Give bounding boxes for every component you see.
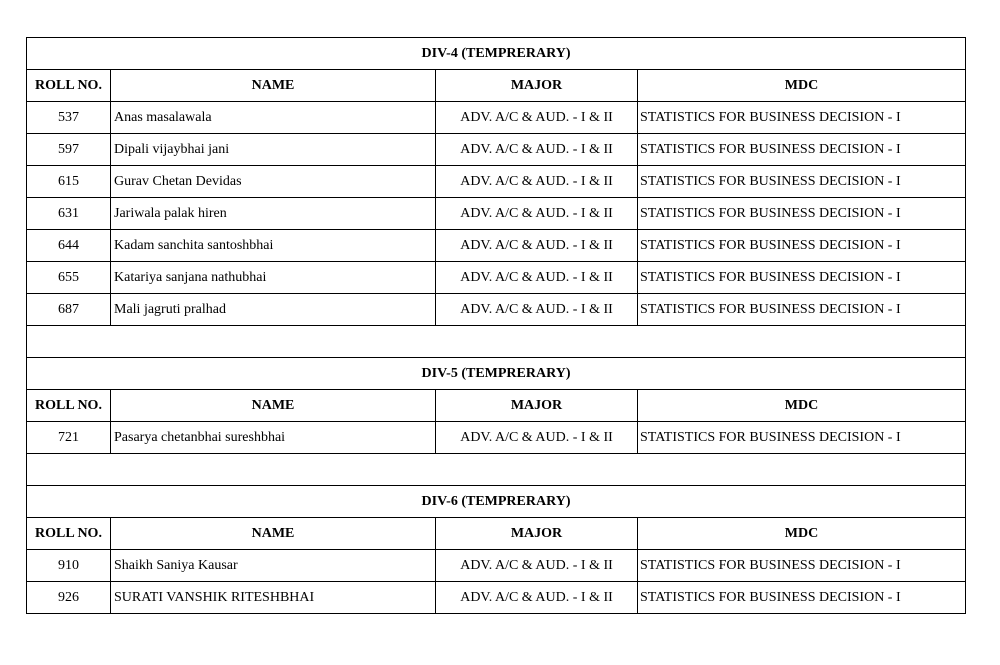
name-cell: Anas masalawala bbox=[111, 102, 436, 134]
major-cell: ADV. A/C & AUD. - I & II bbox=[436, 230, 638, 262]
column-header-mdc: MDC bbox=[638, 390, 966, 422]
mdc-cell: STATISTICS FOR BUSINESS DECISION - I bbox=[638, 550, 966, 582]
column-header-roll: ROLL NO. bbox=[27, 518, 111, 550]
column-header-name: NAME bbox=[111, 70, 436, 102]
division-table bbox=[26, 37, 966, 614]
spacer-cell bbox=[27, 454, 966, 486]
section-title-row bbox=[27, 358, 966, 390]
header-row bbox=[27, 518, 966, 550]
roll-cell: 910 bbox=[27, 550, 111, 582]
roll-cell: 926 bbox=[27, 582, 111, 614]
major-cell: ADV. A/C & AUD. - I & II bbox=[436, 294, 638, 326]
mdc-cell: STATISTICS FOR BUSINESS DECISION - I bbox=[638, 294, 966, 326]
name-cell: SURATI VANSHIK RITESHBHAI bbox=[111, 582, 436, 614]
name-cell: Kadam sanchita santoshbhai bbox=[111, 230, 436, 262]
table-row bbox=[27, 262, 966, 294]
spacer-row bbox=[27, 326, 966, 358]
spacer-row bbox=[27, 454, 966, 486]
mdc-cell: STATISTICS FOR BUSINESS DECISION - I bbox=[638, 198, 966, 230]
name-cell: Jariwala palak hiren bbox=[111, 198, 436, 230]
major-cell: ADV. A/C & AUD. - I & II bbox=[436, 262, 638, 294]
mdc-cell: STATISTICS FOR BUSINESS DECISION - I bbox=[638, 582, 966, 614]
mdc-cell: STATISTICS FOR BUSINESS DECISION - I bbox=[638, 134, 966, 166]
column-header-major: MAJOR bbox=[436, 390, 638, 422]
table-row bbox=[27, 582, 966, 614]
name-cell: Dipali vijaybhai jani bbox=[111, 134, 436, 166]
table-row bbox=[27, 230, 966, 262]
major-cell: ADV. A/C & AUD. - I & II bbox=[436, 582, 638, 614]
mdc-cell: STATISTICS FOR BUSINESS DECISION - I bbox=[638, 102, 966, 134]
table-row bbox=[27, 422, 966, 454]
spacer-cell bbox=[27, 326, 966, 358]
column-header-name: NAME bbox=[111, 390, 436, 422]
roll-cell: 721 bbox=[27, 422, 111, 454]
column-header-mdc: MDC bbox=[638, 70, 966, 102]
column-header-major: MAJOR bbox=[436, 70, 638, 102]
section-title-row bbox=[27, 38, 966, 70]
column-header-mdc: MDC bbox=[638, 518, 966, 550]
name-cell: Pasarya chetanbhai sureshbhai bbox=[111, 422, 436, 454]
column-header-roll: ROLL NO. bbox=[27, 390, 111, 422]
roll-cell: 631 bbox=[27, 198, 111, 230]
roll-cell: 615 bbox=[27, 166, 111, 198]
header-row bbox=[27, 70, 966, 102]
major-cell: ADV. A/C & AUD. - I & II bbox=[436, 550, 638, 582]
mdc-cell: STATISTICS FOR BUSINESS DECISION - I bbox=[638, 166, 966, 198]
roll-cell: 537 bbox=[27, 102, 111, 134]
section-title: DIV-4 (TEMPRERARY) bbox=[27, 38, 966, 70]
column-header-name: NAME bbox=[111, 518, 436, 550]
mdc-cell: STATISTICS FOR BUSINESS DECISION - I bbox=[638, 422, 966, 454]
roll-cell: 687 bbox=[27, 294, 111, 326]
table-row bbox=[27, 294, 966, 326]
name-cell: Katariya sanjana nathubhai bbox=[111, 262, 436, 294]
column-header-major: MAJOR bbox=[436, 518, 638, 550]
table-row bbox=[27, 550, 966, 582]
section-title-row bbox=[27, 486, 966, 518]
table-row bbox=[27, 134, 966, 166]
table-row bbox=[27, 198, 966, 230]
mdc-cell: STATISTICS FOR BUSINESS DECISION - I bbox=[638, 230, 966, 262]
mdc-cell: STATISTICS FOR BUSINESS DECISION - I bbox=[638, 262, 966, 294]
roll-cell: 655 bbox=[27, 262, 111, 294]
roll-cell: 644 bbox=[27, 230, 111, 262]
section-title: DIV-6 (TEMPRERARY) bbox=[27, 486, 966, 518]
name-cell: Shaikh Saniya Kausar bbox=[111, 550, 436, 582]
roll-cell: 597 bbox=[27, 134, 111, 166]
column-header-roll: ROLL NO. bbox=[27, 70, 111, 102]
major-cell: ADV. A/C & AUD. - I & II bbox=[436, 134, 638, 166]
section-title: DIV-5 (TEMPRERARY) bbox=[27, 358, 966, 390]
major-cell: ADV. A/C & AUD. - I & II bbox=[436, 422, 638, 454]
header-row bbox=[27, 390, 966, 422]
major-cell: ADV. A/C & AUD. - I & II bbox=[436, 198, 638, 230]
name-cell: Mali jagruti pralhad bbox=[111, 294, 436, 326]
major-cell: ADV. A/C & AUD. - I & II bbox=[436, 102, 638, 134]
table-row bbox=[27, 102, 966, 134]
table-row bbox=[27, 166, 966, 198]
major-cell: ADV. A/C & AUD. - I & II bbox=[436, 166, 638, 198]
name-cell: Gurav Chetan Devidas bbox=[111, 166, 436, 198]
